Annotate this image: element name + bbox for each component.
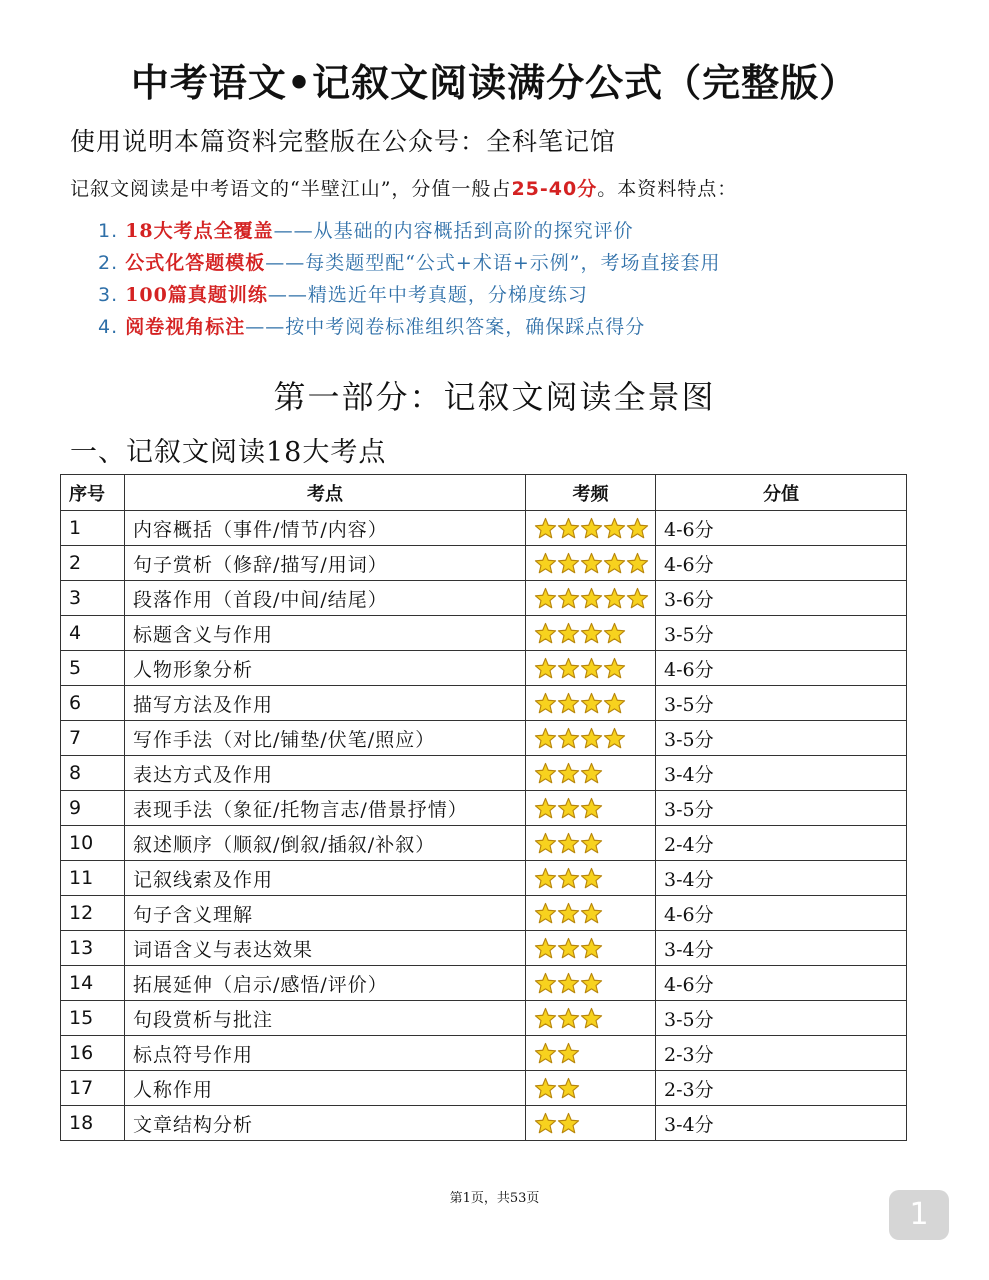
row-frequency-stars	[526, 581, 656, 616]
row-index: 1	[61, 511, 125, 546]
star-icon	[534, 587, 557, 610]
star-icon	[603, 657, 626, 680]
row-exam-point: 叙述顺序（顺叙/倒叙/插叙/补叙）	[125, 826, 526, 861]
star-icon	[557, 832, 580, 855]
star-icon	[557, 902, 580, 925]
star-icon	[580, 867, 603, 890]
star-icon	[534, 1042, 557, 1065]
table-row	[61, 931, 907, 966]
feature-item	[98, 311, 720, 343]
star-icon	[580, 622, 603, 645]
table-row	[61, 966, 907, 1001]
star-icon	[557, 1077, 580, 1100]
document-title: 中考语文•记叙文阅读满分公式（完整版）	[130, 61, 859, 105]
row-index: 13	[61, 931, 125, 966]
feature-key: 公式化答题模板	[125, 252, 266, 274]
row-frequency-stars	[526, 756, 656, 791]
row-exam-point: 段落作用（首段/中间/结尾）	[125, 581, 526, 616]
star-icon	[557, 1112, 580, 1135]
row-frequency-stars	[526, 1001, 656, 1036]
star-icon	[626, 552, 649, 575]
row-score: 3-4分	[656, 1106, 907, 1141]
header-index: 序号	[61, 475, 125, 511]
row-index: 3	[61, 581, 125, 616]
subsection-title: 一、记叙文阅读18大考点	[70, 437, 387, 468]
table-row	[61, 546, 907, 581]
row-index: 11	[61, 861, 125, 896]
row-exam-point: 表达方式及作用	[125, 756, 526, 791]
star-icon	[580, 727, 603, 750]
row-index: 2	[61, 546, 125, 581]
page-footer: 第1页，共53页	[449, 1191, 540, 1206]
star-icon	[580, 832, 603, 855]
row-index: 12	[61, 896, 125, 931]
row-index: 6	[61, 686, 125, 721]
feature-desc: ——每类题型配“公式+术语+示例”，考场直接套用	[265, 252, 721, 274]
table-row	[61, 826, 907, 861]
star-icon	[557, 657, 580, 680]
exam-points-table	[60, 474, 907, 1141]
row-index: 8	[61, 756, 125, 791]
header-point: 考点	[125, 475, 526, 511]
row-frequency-stars	[526, 616, 656, 651]
star-icon	[580, 937, 603, 960]
row-frequency-stars	[526, 1071, 656, 1106]
star-icon	[580, 797, 603, 820]
feature-number: 1.	[98, 220, 119, 242]
feature-key: 18大考点全覆盖	[125, 220, 274, 242]
row-index: 10	[61, 826, 125, 861]
row-score: 3-5分	[656, 721, 907, 756]
feature-number: 2.	[98, 252, 119, 274]
star-icon	[557, 1042, 580, 1065]
star-icon	[603, 517, 626, 540]
intro-paragraph	[70, 174, 737, 201]
row-index: 4	[61, 616, 125, 651]
star-icon	[534, 517, 557, 540]
star-icon	[603, 692, 626, 715]
table-row	[61, 721, 907, 756]
row-frequency-stars	[526, 1036, 656, 1071]
table-row	[61, 896, 907, 931]
star-icon	[557, 1007, 580, 1030]
row-frequency-stars	[526, 1106, 656, 1141]
row-frequency-stars	[526, 546, 656, 581]
row-exam-point: 人称作用	[125, 1071, 526, 1106]
row-score: 3-5分	[656, 791, 907, 826]
star-icon	[534, 552, 557, 575]
row-score: 3-4分	[656, 756, 907, 791]
row-exam-point: 拓展延伸（启示/感悟/评价）	[125, 966, 526, 1001]
feature-item	[98, 215, 720, 247]
feature-desc: ——精选近年中考真题，分梯度练习	[267, 284, 588, 306]
usage-note: 使用说明本篇资料完整版在公众号：全科笔记馆	[70, 127, 617, 156]
row-exam-point: 词语含义与表达效果	[125, 931, 526, 966]
row-index: 14	[61, 966, 125, 1001]
feature-key: 阅卷视角标注	[125, 316, 246, 338]
star-icon	[557, 692, 580, 715]
row-score: 4-6分	[656, 511, 907, 546]
star-icon	[580, 587, 603, 610]
row-score: 3-5分	[656, 616, 907, 651]
star-icon	[626, 517, 649, 540]
star-icon	[580, 517, 603, 540]
star-icon	[580, 1007, 603, 1030]
feature-desc: ——按中考阅卷标准组织答案，确保踩点得分	[245, 316, 646, 338]
table-row	[61, 756, 907, 791]
intro-text-before: 记叙文阅读是中考语文的“半壁江山”，分值一般占	[70, 178, 512, 200]
star-icon	[534, 692, 557, 715]
row-score: 3-4分	[656, 931, 907, 966]
row-index: 5	[61, 651, 125, 686]
feature-key: 100篇真题训练	[125, 284, 268, 306]
star-icon	[603, 727, 626, 750]
row-exam-point: 句子含义理解	[125, 896, 526, 931]
star-icon	[534, 832, 557, 855]
feature-number: 3.	[98, 284, 119, 306]
feature-desc: ——从基础的内容概括到高阶的探究评价	[273, 220, 634, 242]
row-score: 2-3分	[656, 1036, 907, 1071]
page-number-badge[interactable]: 1	[889, 1190, 949, 1240]
row-exam-point: 记叙线索及作用	[125, 861, 526, 896]
row-exam-point: 描写方法及作用	[125, 686, 526, 721]
star-icon	[534, 727, 557, 750]
row-frequency-stars	[526, 721, 656, 756]
row-score: 3-6分	[656, 581, 907, 616]
row-score: 4-6分	[656, 651, 907, 686]
row-exam-point: 人物形象分析	[125, 651, 526, 686]
star-icon	[534, 797, 557, 820]
row-exam-point: 写作手法（对比/铺垫/伏笔/照应）	[125, 721, 526, 756]
row-score: 3-5分	[656, 1001, 907, 1036]
row-frequency-stars	[526, 651, 656, 686]
star-icon	[603, 587, 626, 610]
star-icon	[557, 587, 580, 610]
star-icon	[557, 762, 580, 785]
intro-score-highlight: 25-40分	[511, 178, 598, 200]
row-frequency-stars	[526, 861, 656, 896]
star-icon	[534, 867, 557, 890]
star-icon	[626, 587, 649, 610]
star-icon	[557, 867, 580, 890]
star-icon	[580, 972, 603, 995]
table-row	[61, 511, 907, 546]
section-title: 第一部分：记叙文阅读全景图	[273, 378, 716, 416]
row-index: 7	[61, 721, 125, 756]
row-exam-point: 表现手法（象征/托物言志/借景抒情）	[125, 791, 526, 826]
row-exam-point: 内容概括（事件/情节/内容）	[125, 511, 526, 546]
intro-text-after: 。本资料特点：	[597, 178, 738, 200]
star-icon	[603, 622, 626, 645]
feature-list	[98, 215, 720, 343]
row-score: 4-6分	[656, 546, 907, 581]
row-score: 3-5分	[656, 686, 907, 721]
table-row	[61, 651, 907, 686]
table-row	[61, 686, 907, 721]
table-row	[61, 1036, 907, 1071]
star-icon	[534, 902, 557, 925]
row-index: 18	[61, 1106, 125, 1141]
row-index: 9	[61, 791, 125, 826]
star-icon	[557, 552, 580, 575]
star-icon	[557, 937, 580, 960]
star-icon	[534, 937, 557, 960]
star-icon	[534, 762, 557, 785]
row-exam-point: 句段赏析与批注	[125, 1001, 526, 1036]
star-icon	[580, 692, 603, 715]
row-frequency-stars	[526, 966, 656, 1001]
row-index: 17	[61, 1071, 125, 1106]
star-icon	[534, 1007, 557, 1030]
feature-item	[98, 247, 720, 279]
table-row	[61, 616, 907, 651]
feature-item	[98, 279, 720, 311]
star-icon	[603, 552, 626, 575]
star-icon	[580, 657, 603, 680]
star-icon	[557, 622, 580, 645]
star-icon	[580, 552, 603, 575]
row-frequency-stars	[526, 826, 656, 861]
star-icon	[557, 797, 580, 820]
row-score: 2-4分	[656, 826, 907, 861]
table-row	[61, 861, 907, 896]
table-row	[61, 1001, 907, 1036]
star-icon	[580, 762, 603, 785]
star-icon	[580, 902, 603, 925]
star-icon	[534, 622, 557, 645]
row-index: 16	[61, 1036, 125, 1071]
table-row	[61, 1106, 907, 1141]
feature-number: 4.	[98, 316, 119, 338]
star-icon	[534, 972, 557, 995]
table-header-row	[61, 475, 907, 511]
star-icon	[557, 727, 580, 750]
row-score: 4-6分	[656, 896, 907, 931]
row-frequency-stars	[526, 931, 656, 966]
row-frequency-stars	[526, 511, 656, 546]
table-row	[61, 791, 907, 826]
star-icon	[534, 657, 557, 680]
header-frequency: 考频	[526, 475, 656, 511]
row-frequency-stars	[526, 686, 656, 721]
row-index: 15	[61, 1001, 125, 1036]
row-score: 4-6分	[656, 966, 907, 1001]
header-score: 分值	[656, 475, 907, 511]
row-score: 2-3分	[656, 1071, 907, 1106]
row-exam-point: 文章结构分析	[125, 1106, 526, 1141]
row-exam-point: 标点符号作用	[125, 1036, 526, 1071]
row-score: 3-4分	[656, 861, 907, 896]
row-frequency-stars	[526, 896, 656, 931]
star-icon	[557, 517, 580, 540]
row-frequency-stars	[526, 791, 656, 826]
star-icon	[534, 1077, 557, 1100]
table-row	[61, 1071, 907, 1106]
table-row	[61, 581, 907, 616]
star-icon	[557, 972, 580, 995]
row-exam-point: 标题含义与作用	[125, 616, 526, 651]
star-icon	[534, 1112, 557, 1135]
row-exam-point: 句子赏析（修辞/描写/用词）	[125, 546, 526, 581]
